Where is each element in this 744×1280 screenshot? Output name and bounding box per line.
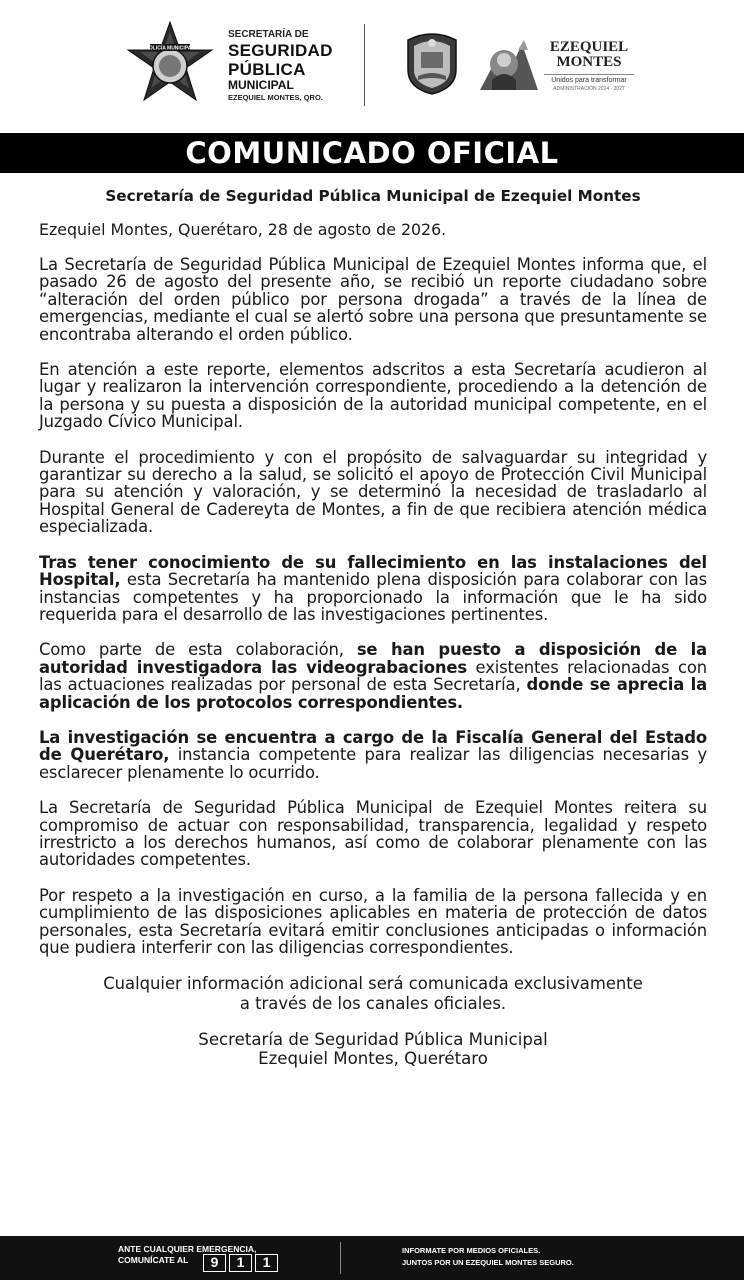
date-line: Ezequiel Montes, Querétaro, 28 de agosto de 2026. [39, 220, 447, 239]
paragraph-5-c: existentes relacionadas con las actuaciones realizadas por personal de esta Secretaría, [39, 657, 707, 695]
ezequiel-montes-logo-text [544, 40, 634, 92]
paragraph-3: Durante el procedimiento y con el propósito de salvaguardar su integridad y garantizar su derecho a la salud, se solicitó el apoyo de Protección Civil Municipal para su atención y valoración, y se determinó la necesidad de trasladarlo al Hospital General de Cadereyta de Montes, a fin de que recibiera atención médica especializada. [39, 447, 707, 537]
header-divider [364, 24, 365, 106]
paragraph-2: En atención a este reporte, elementos adscritos a esta Secretaría acudieron al lugar y realizaron la intervención correspondiente, procediendo a la detención de la persona y su puesta a disposición de la autoridad municipal competente, en el Juzgado Cívico Municipal. [39, 360, 707, 432]
ssp-logo-text [228, 30, 368, 102]
emergency-digit: 9 [203, 1254, 226, 1272]
paragraph-8: Por respeto a la investigación en curso, a la familia de la persona fallecida y en cumplimiento de las disposiciones aplicables en materia de protección de datos personales, esta Secretaría evitará emitir conclusiones anticipadas o información que pudiera interferir con las diligencias correspondientes. [39, 885, 707, 957]
police-badge-icon [124, 20, 216, 112]
emergency-digit: 1 [255, 1254, 278, 1272]
paragraph-4-bold: Tras tener conocimiento de su fallecimiento en las instalaciones del Hospital, [39, 552, 707, 590]
ssp-line2: SEGURIDAD [228, 41, 333, 60]
paragraph-6-bold: La investigación se encuentra a cargo de la Fiscalía General del Estado de Querétaro, [39, 727, 707, 765]
header [0, 0, 744, 130]
emergency-line1: ANTE CUALQUIER EMERGENCIA, [118, 1244, 257, 1254]
ssp-line1: SECRETARÍA DE [228, 29, 309, 40]
emergency-number [203, 1254, 278, 1272]
paragraph-1: La Secretaría de Seguridad Pública Municipal de Ezequiel Montes informa que, el pasado 26 de agosto del presente año, se recibió un reporte ciudadano sobre “alteración del orden público por persona drogada” a través de la línea de emergencias, mediante el cual se alertó sobre una persona que presuntamente se encontraba alterando el orden público. [39, 255, 707, 344]
closing-line1: Cualquier información adicional será comunicada exclusivamente [103, 974, 643, 994]
subtitle: Secretaría de Seguridad Pública Municipal de Ezequiel Montes [105, 187, 641, 205]
paragraph-5-a: Como parte de esta colaboración, [39, 640, 357, 660]
emergency-digit: 1 [229, 1254, 252, 1272]
official-media-line1: INFORMATE POR MEDIOS OFICIALES. [402, 1246, 541, 1255]
footer-divider [340, 1242, 341, 1274]
paragraph-5 [39, 641, 707, 711]
emergency-line2: COMUNÍCATE AL [118, 1255, 189, 1265]
paragraph-5-b: se han puesto a disposición de la autoridad investigadora las videograbaciones [39, 640, 707, 677]
ezequiel-montes-logo-icon [478, 36, 540, 92]
ssp-line5: EZEQUIEL MONTES, QRO. [228, 93, 323, 102]
em-name-line2: MONTES [556, 54, 622, 70]
badge-text: POLICÍA MUNICIPAL [145, 45, 195, 52]
ssp-line3: PÚBLICA [228, 60, 306, 79]
paragraph-4 [39, 554, 707, 624]
ssp-line4: MUNICIPAL [228, 78, 294, 92]
em-name-line1: EZEQUIEL [549, 39, 629, 55]
em-admin: ADMINISTRACIÓN 2024 - 2027 [553, 86, 625, 92]
paragraph-6-rest: instancia competente para realizar las diligencias necesarias y esclarecer plenamente lo ocurrido. [39, 745, 707, 782]
paragraph-7: La Secretaría de Seguridad Pública Municipal de Ezequiel Montes reitera su compromiso de actuar con responsabilidad, transparencia, legalidad y respeto irrestricto a los derechos humanos, así como de colaborar plenamente con las autoridades competentes. [39, 798, 707, 870]
signature [39, 1030, 707, 1068]
municipal-seal-icon [404, 30, 460, 96]
footer [0, 1236, 744, 1280]
em-slogan: Unidos para transformar [544, 74, 634, 84]
paragraph-5-d: donde se aprecia la aplicación de los protocolos correspondientes. [39, 675, 707, 712]
page-title: COMUNICADO OFICIAL [185, 136, 559, 170]
official-media-line2: JUNTOS POR UN EZEQUIEL MONTES SEGURO. [402, 1258, 574, 1267]
paragraph-4-rest: esta Secretaría ha mantenido plena disposición para colaborar con las instancias competentes y ha proporcionado la información que le ha sido requerida para el desarrollo de las investigaciones pertinentes. [39, 570, 707, 624]
paragraph-6 [39, 729, 707, 781]
document-body [39, 186, 707, 1068]
closing-note [39, 974, 707, 1014]
title-bar [0, 133, 744, 173]
signature-line2: Ezequiel Montes, Querétaro [258, 1049, 488, 1069]
official-media-notice [402, 1245, 574, 1269]
closing-line2: a través de los canales oficiales. [239, 994, 507, 1014]
signature-line1: Secretaría de Seguridad Pública Municipal [198, 1030, 548, 1050]
